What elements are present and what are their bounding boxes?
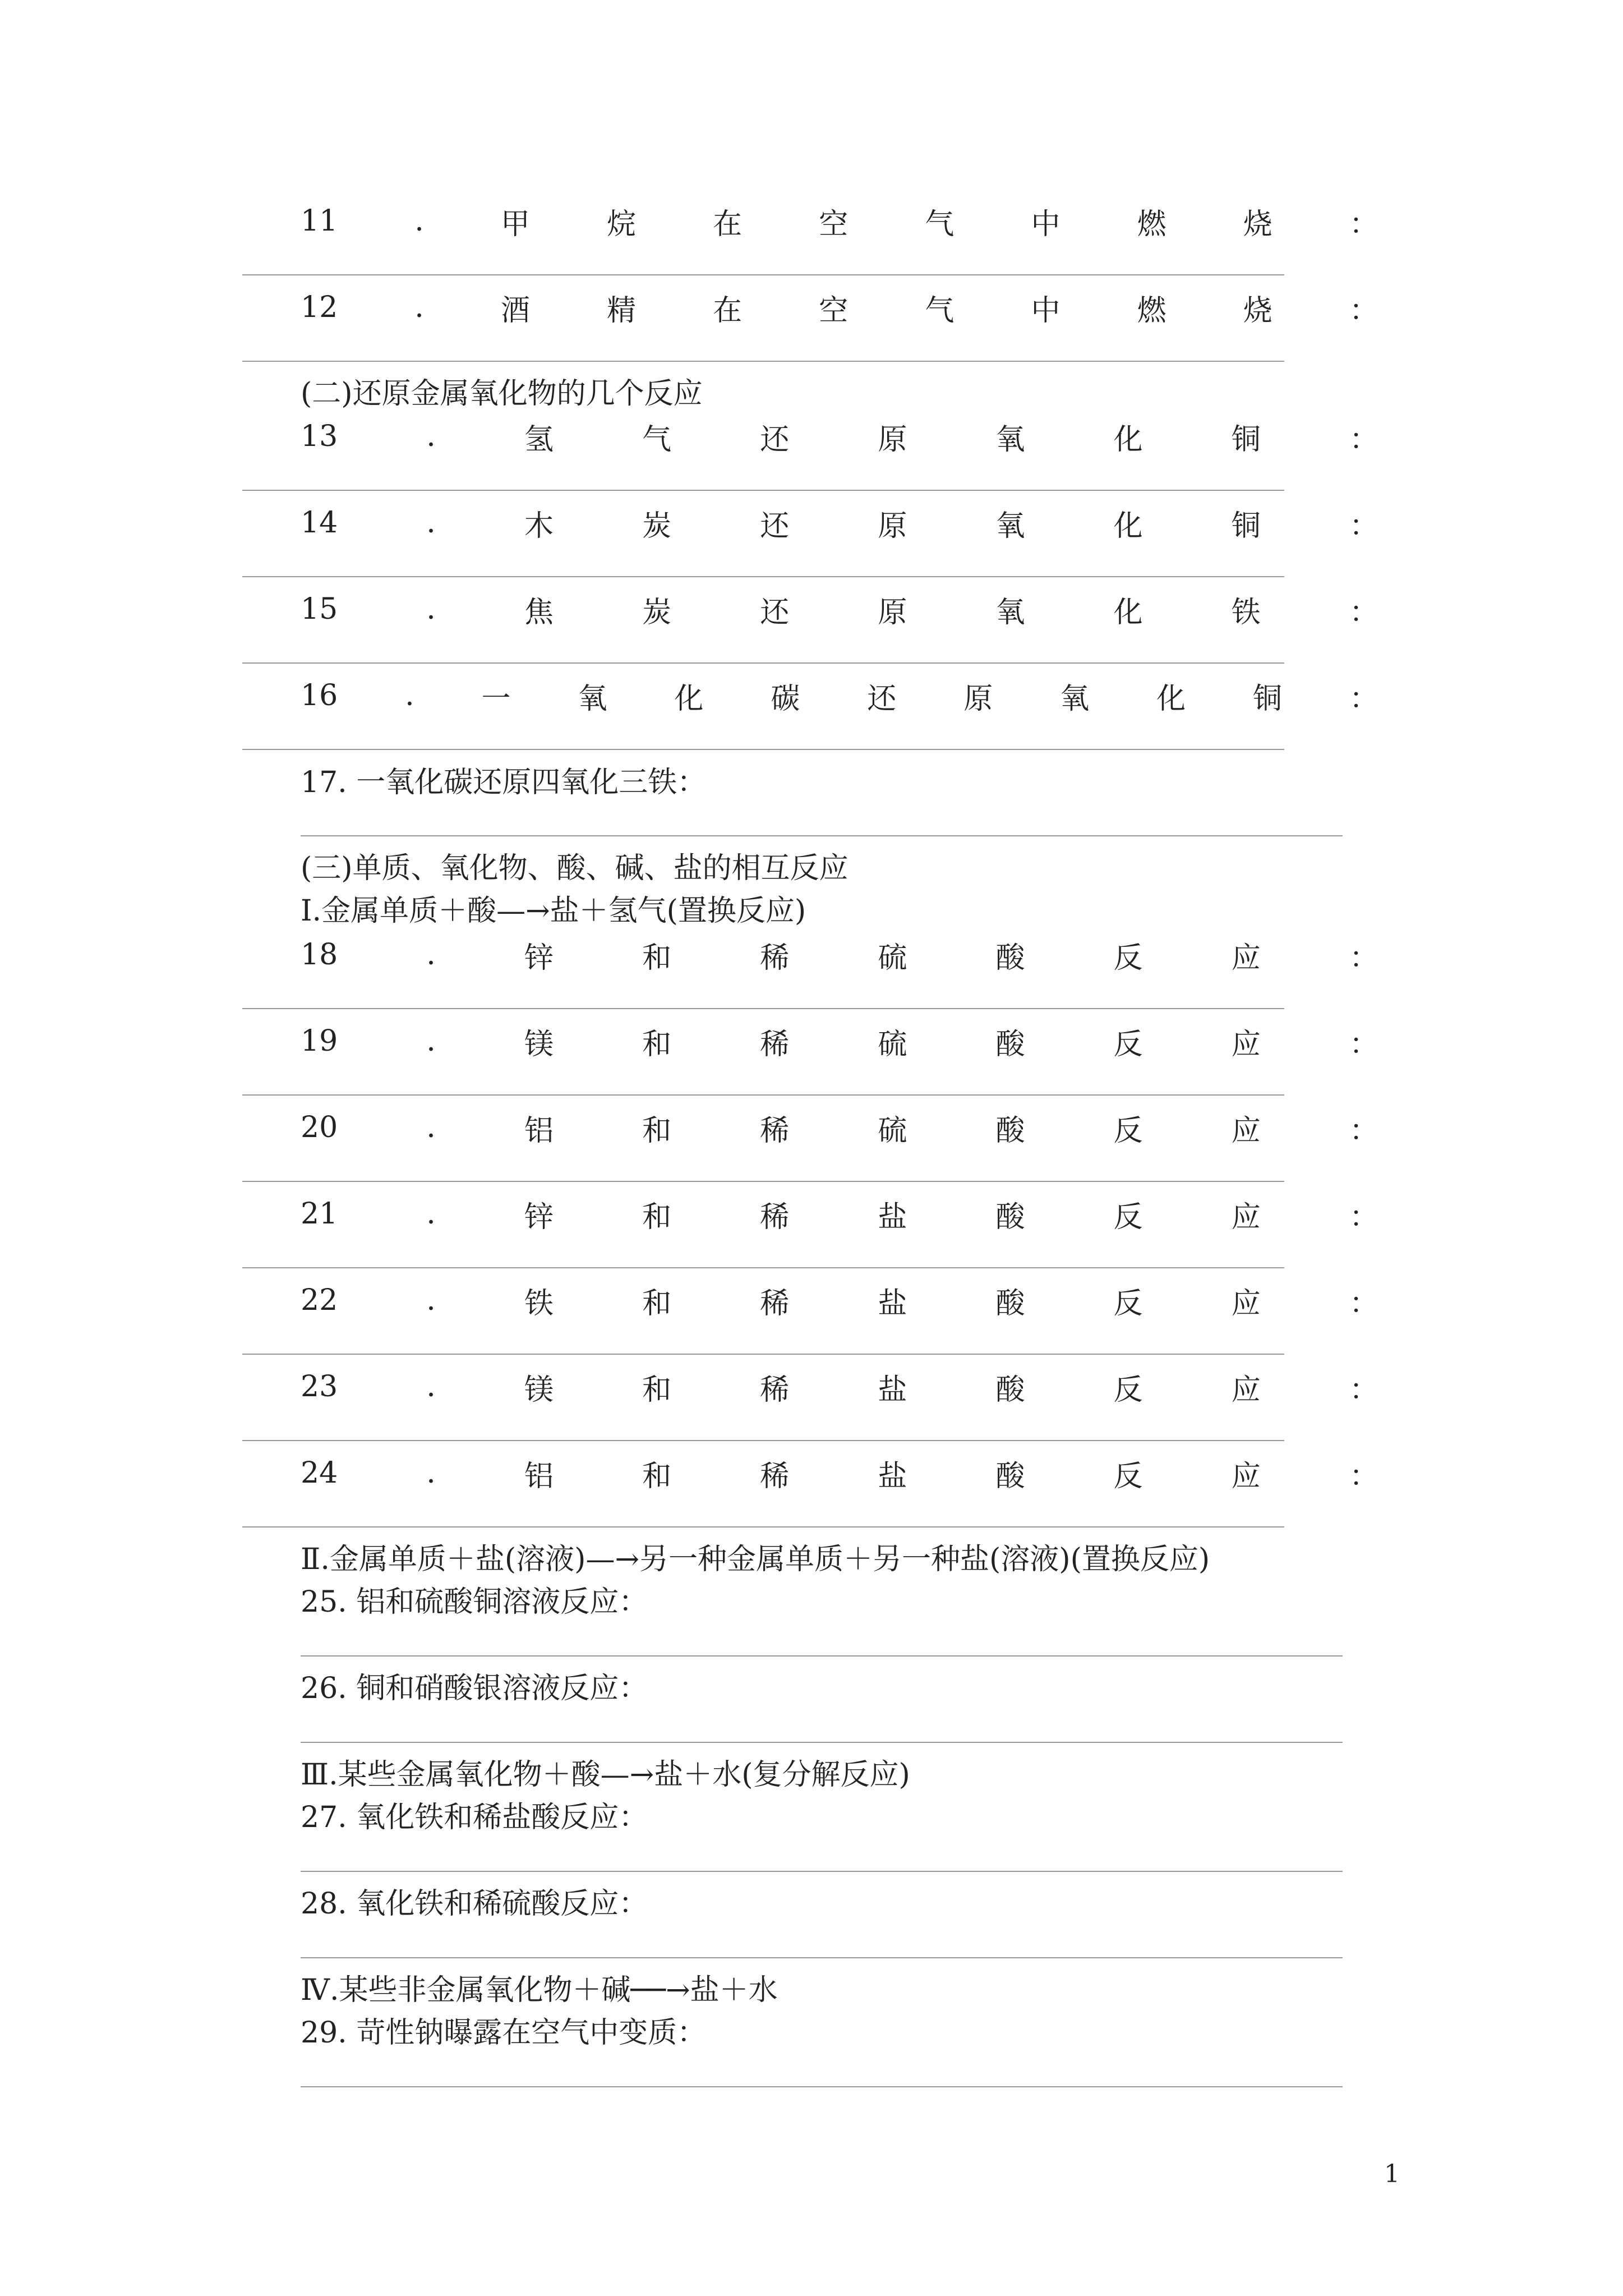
question-char: 酸 xyxy=(995,1459,1025,1493)
answer-blank-line xyxy=(242,490,1284,491)
question-char: 锌 xyxy=(524,941,554,975)
question-char: 氧 xyxy=(995,509,1025,543)
question-char: 铜 xyxy=(1253,682,1283,716)
question-char: 酸 xyxy=(995,1027,1025,1061)
question-char: 稀 xyxy=(760,1459,790,1493)
question-char: 气 xyxy=(925,293,955,328)
answer-blank-line xyxy=(242,1181,1284,1182)
question-dot: . xyxy=(426,938,436,972)
question-char: 空 xyxy=(819,207,849,241)
answer-blank-line xyxy=(242,749,1284,750)
question-dot: . xyxy=(414,204,424,238)
question-colon: ： xyxy=(1349,1286,1378,1320)
section-heading: (二)还原金属氧化物的几个反应 xyxy=(301,377,703,411)
answer-blank-line xyxy=(301,835,1343,836)
question-line: 27. 氧化铁和稀盐酸反应： xyxy=(301,1801,648,1834)
question-colon: ： xyxy=(1349,1114,1378,1148)
question-number: 20 xyxy=(301,1111,338,1144)
answer-blank-line xyxy=(301,1742,1343,1743)
question-char: 反 xyxy=(1113,1373,1143,1407)
question-colon: ： xyxy=(1349,509,1378,543)
question-char: 酸 xyxy=(995,1114,1025,1148)
question-char: 酸 xyxy=(995,1286,1025,1320)
question-dot: . xyxy=(426,420,436,453)
question-colon: ： xyxy=(1349,1373,1378,1407)
question-char: 氧 xyxy=(995,595,1025,629)
question-char: 和 xyxy=(642,1027,672,1061)
question-char: 氧 xyxy=(578,682,607,716)
question-char: 还 xyxy=(867,682,897,716)
question-line xyxy=(301,1364,1378,1409)
question-char: 中 xyxy=(1031,207,1061,241)
question-char: 硫 xyxy=(878,1027,907,1061)
question-char: 反 xyxy=(1113,1286,1143,1320)
question-char: 铝 xyxy=(524,1459,554,1493)
question-char: 稀 xyxy=(760,1027,790,1061)
question-char: 甲 xyxy=(500,207,530,241)
answer-blank-line xyxy=(242,662,1284,664)
question-char: 稀 xyxy=(760,1114,790,1148)
question-number: 12 xyxy=(301,291,338,324)
question-char: 原 xyxy=(963,682,993,716)
question-char: 应 xyxy=(1231,1114,1261,1148)
question-dot: . xyxy=(414,291,424,324)
question-line xyxy=(301,932,1378,977)
answer-blank-line xyxy=(301,1871,1343,1872)
answer-blank-line xyxy=(242,361,1284,362)
question-char: 酸 xyxy=(995,1200,1025,1234)
question-char: 盐 xyxy=(878,1200,907,1234)
question-char: 稀 xyxy=(760,1200,790,1234)
question-char: 原 xyxy=(878,422,907,457)
answer-blank-line xyxy=(242,1008,1284,1009)
question-colon: ： xyxy=(1349,422,1378,457)
question-char: 镁 xyxy=(524,1027,554,1061)
question-line xyxy=(301,414,1378,459)
question-char: 和 xyxy=(642,1373,672,1407)
question-dot: . xyxy=(426,506,436,540)
question-char: 氧 xyxy=(995,422,1025,457)
subsection-heading: Ⅲ.某些金属氧化物＋酸—→盐＋水(复分解反应) xyxy=(301,1758,910,1792)
question-char: 铜 xyxy=(1231,422,1261,457)
question-dot: . xyxy=(426,1111,436,1144)
question-char: 烧 xyxy=(1243,293,1272,328)
question-char: 化 xyxy=(1156,682,1186,716)
question-dot: . xyxy=(426,592,436,626)
question-char: 反 xyxy=(1113,1200,1143,1234)
question-line xyxy=(301,1278,1378,1323)
question-colon: ： xyxy=(1349,941,1378,975)
question-char: 一 xyxy=(481,682,511,716)
question-number: 21 xyxy=(301,1197,338,1231)
question-char: 化 xyxy=(674,682,704,716)
question-char: 应 xyxy=(1231,941,1261,975)
question-line xyxy=(301,1019,1378,1064)
question-line xyxy=(301,285,1378,330)
question-dot: . xyxy=(426,1370,436,1404)
answer-blank-line xyxy=(242,274,1284,275)
question-char: 原 xyxy=(878,595,907,629)
answer-blank-line xyxy=(301,1957,1343,1958)
question-line xyxy=(301,1191,1378,1236)
question-char: 反 xyxy=(1113,1459,1143,1493)
question-char: 在 xyxy=(713,293,743,328)
question-char: 化 xyxy=(1113,422,1143,457)
question-char: 和 xyxy=(642,1114,672,1148)
question-char: 铁 xyxy=(524,1286,554,1320)
question-char: 氧 xyxy=(1060,682,1090,716)
question-char: 炭 xyxy=(642,509,672,543)
question-dot: . xyxy=(426,1197,436,1231)
question-char: 反 xyxy=(1113,1114,1143,1148)
question-char: 酸 xyxy=(995,941,1025,975)
question-colon: ： xyxy=(1349,1027,1378,1061)
question-colon: ： xyxy=(1349,1459,1378,1493)
question-char: 盐 xyxy=(878,1286,907,1320)
answer-blank-line xyxy=(242,1354,1284,1355)
question-line: 29. 苛性钠曝露在空气中变质： xyxy=(301,2016,707,2050)
question-char: 原 xyxy=(878,509,907,543)
question-char: 盐 xyxy=(878,1373,907,1407)
answer-blank-line xyxy=(301,1655,1343,1657)
question-char: 气 xyxy=(642,422,672,457)
answer-blank-line xyxy=(242,1267,1284,1268)
question-char: 锌 xyxy=(524,1200,554,1234)
question-line xyxy=(301,587,1378,632)
question-char: 还 xyxy=(760,595,790,629)
section-heading: (三)单质、氧化物、酸、碱、盐的相互反应 xyxy=(301,852,849,885)
question-char: 应 xyxy=(1231,1459,1261,1493)
question-colon: ： xyxy=(1349,293,1378,328)
question-number: 14 xyxy=(301,506,338,540)
question-char: 稀 xyxy=(760,1286,790,1320)
answer-blank-line xyxy=(242,1440,1284,1441)
subsection-heading: Ⅰ.金属单质＋酸—→盐＋氢气(置换反应) xyxy=(301,894,806,928)
question-char: 燃 xyxy=(1137,293,1166,328)
question-char: 稀 xyxy=(760,941,790,975)
question-dot: . xyxy=(426,1283,436,1317)
question-char: 和 xyxy=(642,1200,672,1234)
question-line: 17. 一氧化碳还原四氧化三铁： xyxy=(301,766,707,799)
question-char: 和 xyxy=(642,1459,672,1493)
question-char: 中 xyxy=(1031,293,1061,328)
question-line: 28. 氧化铁和稀硫酸反应： xyxy=(301,1887,648,1921)
question-number: 18 xyxy=(301,938,338,972)
question-dot: . xyxy=(405,679,414,712)
question-char: 气 xyxy=(925,207,955,241)
question-number: 11 xyxy=(301,204,338,238)
question-char: 铜 xyxy=(1231,509,1261,543)
page-number: 1 xyxy=(1384,2160,1400,2188)
question-line: 25. 铝和硫酸铜溶液反应： xyxy=(301,1585,648,1619)
answer-blank-line xyxy=(242,1094,1284,1096)
question-char: 铁 xyxy=(1231,595,1261,629)
answer-blank-line xyxy=(242,576,1284,577)
question-char: 还 xyxy=(760,422,790,457)
question-colon: ： xyxy=(1349,207,1378,241)
question-dot: . xyxy=(426,1456,436,1490)
question-char: 应 xyxy=(1231,1286,1261,1320)
question-char: 碳 xyxy=(771,682,800,716)
question-line: 26. 铜和硝酸银溶液反应： xyxy=(301,1672,648,1705)
answer-blank-line xyxy=(301,2086,1343,2087)
question-char: 硫 xyxy=(878,941,907,975)
question-number: 15 xyxy=(301,592,338,626)
question-char: 应 xyxy=(1231,1200,1261,1234)
question-char: 化 xyxy=(1113,595,1143,629)
question-char: 酸 xyxy=(995,1373,1025,1407)
question-colon: ： xyxy=(1349,682,1378,716)
question-char: 空 xyxy=(819,293,849,328)
question-number: 22 xyxy=(301,1283,338,1317)
question-char: 焦 xyxy=(524,595,554,629)
question-line xyxy=(301,500,1378,545)
question-line xyxy=(301,1105,1378,1150)
question-char: 氢 xyxy=(524,422,554,457)
question-char: 应 xyxy=(1231,1027,1261,1061)
question-char: 酒 xyxy=(500,293,530,328)
subsection-heading: Ⅱ.金属单质＋盐(溶液)—→另一种金属单质＋另一种盐(溶液)(置换反应) xyxy=(301,1543,1210,1576)
question-char: 镁 xyxy=(524,1373,554,1407)
question-char: 烧 xyxy=(1243,207,1272,241)
question-char: 铝 xyxy=(524,1114,554,1148)
question-char: 应 xyxy=(1231,1373,1261,1407)
question-char: 木 xyxy=(524,509,554,543)
question-char: 盐 xyxy=(878,1459,907,1493)
question-char: 和 xyxy=(642,941,672,975)
question-char: 反 xyxy=(1113,1027,1143,1061)
question-char: 稀 xyxy=(760,1373,790,1407)
question-char: 和 xyxy=(642,1286,672,1320)
question-number: 19 xyxy=(301,1024,338,1058)
question-number: 16 xyxy=(301,679,338,712)
question-char: 燃 xyxy=(1137,207,1166,241)
question-char: 精 xyxy=(607,293,637,328)
question-dot: . xyxy=(426,1024,436,1058)
question-colon: ： xyxy=(1349,1200,1378,1234)
question-char: 硫 xyxy=(878,1114,907,1148)
question-number: 13 xyxy=(301,420,338,453)
question-line xyxy=(301,199,1378,243)
answer-blank-line xyxy=(242,1526,1284,1527)
question-char: 反 xyxy=(1113,941,1143,975)
question-number: 24 xyxy=(301,1456,338,1490)
question-char: 在 xyxy=(713,207,743,241)
question-char: 烷 xyxy=(607,207,637,241)
question-line xyxy=(301,1451,1378,1496)
question-char: 炭 xyxy=(642,595,672,629)
question-line xyxy=(301,673,1378,718)
question-char: 还 xyxy=(760,509,790,543)
subsection-heading: Ⅳ.某些非金属氧化物＋碱──→盐＋水 xyxy=(301,1973,778,2007)
question-number: 23 xyxy=(301,1370,338,1404)
question-colon: ： xyxy=(1349,595,1378,629)
question-char: 化 xyxy=(1113,509,1143,543)
